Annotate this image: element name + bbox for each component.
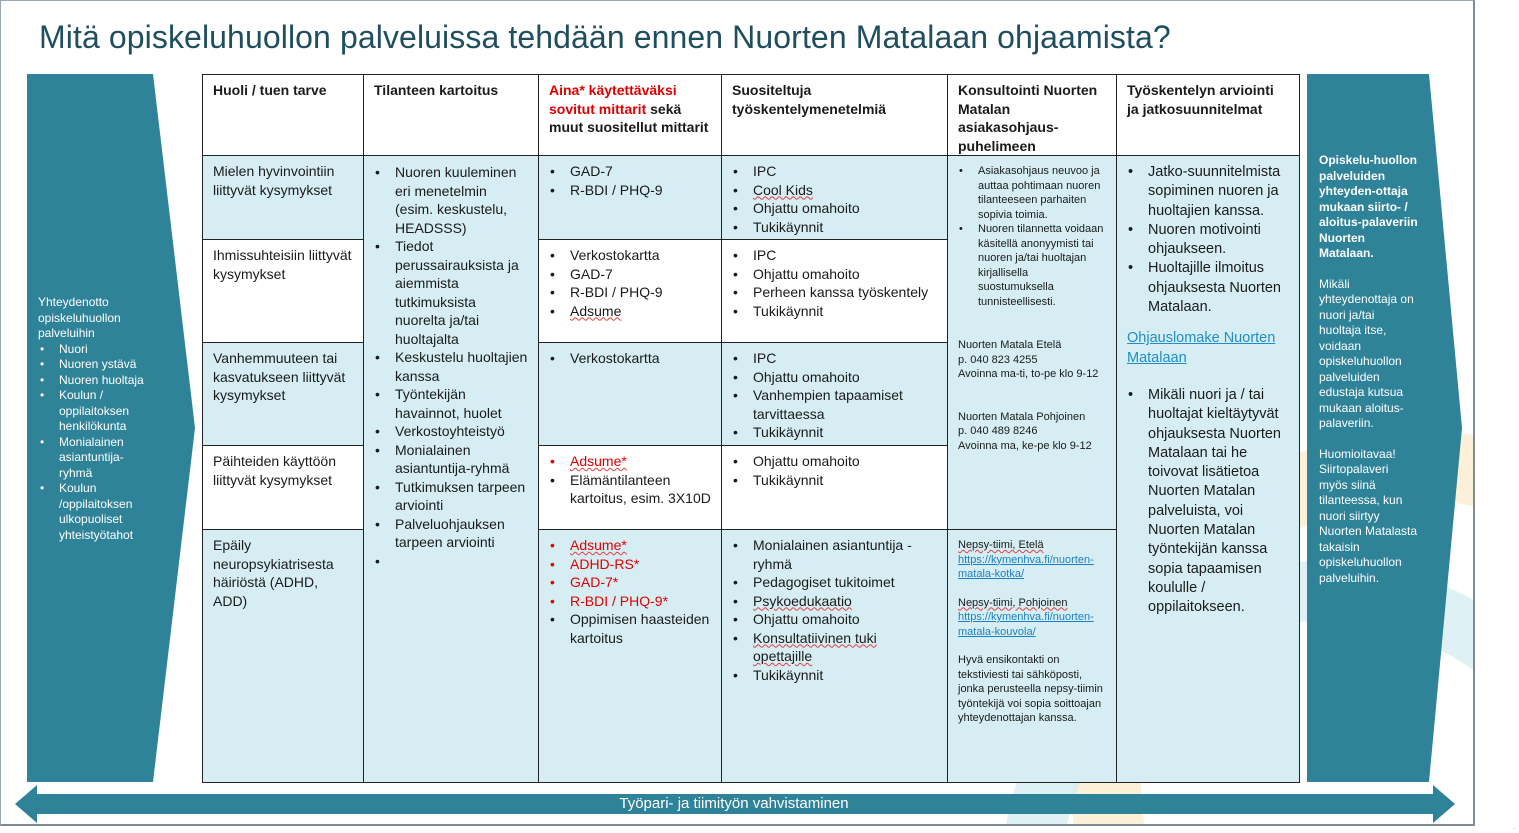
list-item: • Tukikäynnit (732, 423, 937, 442)
header-evaluation: Työskentelyn arviointi ja jatkosuunnitelmat (1116, 74, 1300, 156)
process-table (202, 74, 1300, 783)
list-item: • Koulun /oppilaitoksen ulkopuoliset yhteistyötahot (38, 481, 156, 543)
bottom-banner-text: Työpari- ja tiimityön vahvistaminen (619, 795, 849, 812)
contact-phone: p. 040 823 4255 (958, 353, 1038, 366)
list-item: • IPC (732, 349, 937, 368)
nepsy-north-link[interactable]: https://kymenhva.fi/nuorten-matala-kouvola/ (958, 611, 1094, 638)
header-measures-red: Aina* käytettäväksi sovitut mittarit (549, 82, 677, 117)
list-item: • Monialainen asiantuntija-ryhmä (374, 441, 528, 478)
concern-wellbeing: Mielen hyvinvointiin liittyvät kysymykset (202, 155, 364, 240)
right-arrow-para-3: Huomioitavaa! Siirtopalaveri myös siinä tilanteessa, kun nuori siirtyy Nuorten Matalasta takaisin opiskeluhuollon palveluihin. (1319, 446, 1418, 585)
list-item: • Ohjattu omahoito (732, 368, 937, 387)
header-measures (538, 74, 722, 156)
list-item (549, 536, 711, 555)
list-item: • Ohjattu omahoito (732, 452, 937, 471)
list-item: • GAD-7 (549, 162, 711, 181)
list-item (732, 592, 937, 611)
consultative-support-text: Konsultatiivinen tuki opettajille (753, 629, 877, 664)
list-item (732, 181, 937, 200)
methods-substances (721, 445, 948, 530)
methods-wellbeing (721, 155, 948, 240)
methods-neuropsychiatric (721, 529, 948, 783)
header-consultation: Konsultointi Nuorten Matalan asiakasohjaus-puhelimeen (947, 74, 1117, 156)
concern-parenting: Vanhemmuuteen tai kasvatukseen liittyvät kysymykset (202, 342, 364, 446)
measures-neuropsychiatric (538, 529, 722, 783)
methods-relationships (721, 239, 948, 343)
list-item: • IPC (732, 162, 937, 181)
nepsy-note: Hyvä ensikontakti on tekstiviesti tai sähköposti, jonka perusteella nepsy-tiimin työntekijä voi sopia soittoajan yhteydenottajan kanssa. (958, 654, 1103, 724)
list-item: • Koulun / oppilaitoksen henkilökunta (38, 388, 156, 435)
list-item: • Oppimisen haasteiden kartoitus (549, 610, 711, 647)
evaluation-list-1 (1127, 163, 1289, 317)
list-item: • Vanhempien tapaamiset tarvittaessa (732, 386, 937, 423)
list-item: • Nuoren ystävä (38, 357, 156, 373)
contact-south (958, 338, 1106, 382)
list-item: • R-BDI / PHQ-9* (549, 592, 711, 611)
concern-neuropsychiatric: Epäily neuropsykiatrisesta häiriöstä (ADHD, ADD) (202, 529, 364, 783)
contact-phone: p. 040 489 8246 (958, 425, 1038, 437)
mapping-list (374, 163, 528, 552)
list-item: • Monialainen asiantuntija-ryhmä (38, 435, 156, 482)
evaluation-cell (1116, 155, 1300, 783)
measures-relationships (538, 239, 722, 343)
methods-parenting (721, 342, 948, 446)
list-item: • Nuoren tilannetta voidaan käsitellä anonyymisti tai nuoren ja/tai huoltajan kirjallisella suostumuksella tunnisteellisesti. (958, 222, 1106, 309)
left-arrow-heading: Yhteydenotto opiskeluhuollon palveluihin (38, 295, 121, 340)
measures-substances (538, 445, 722, 530)
evaluation-list-2 (1127, 386, 1289, 618)
list-item: • Perheen kanssa työskentely (732, 283, 937, 302)
list-item: • Keskustelu huoltajien kanssa (374, 348, 528, 385)
contact-north (958, 410, 1106, 454)
right-arrow-text (1319, 153, 1419, 601)
list-item: • Ohjattu omahoito (732, 265, 937, 284)
list-item: • R-BDI / PHQ-9 (549, 181, 711, 200)
list-item: • Nuoren huoltaja (38, 373, 156, 389)
psykoedukaatio-text: Psykoedukaatio (753, 592, 852, 609)
list-item: • Monialainen asiantuntija -ryhmä (732, 536, 937, 573)
adsume-required-text: Adsume* (570, 453, 627, 469)
list-item: • IPC (732, 246, 937, 265)
list-item: • Tiedot perussairauksista ja aiemmista tutkimuksista nuorelta ja/tai huoltajalta (374, 237, 528, 348)
list-item: • Työntekijän havainnot, huolet (374, 385, 528, 422)
concern-relationships: Ihmissuhteisiin liittyvät kysymykset (202, 239, 364, 343)
header-mapping: Tilanteen kartoitus (363, 74, 539, 156)
concern-substances: Päihteiden käyttöön liittyvät kysymykset (202, 445, 364, 530)
adsume-required-text: Adsume* (570, 537, 627, 553)
list-item: • Verkostokartta (549, 246, 711, 265)
contact-hours: Avoinna ma-ti, to-pe klo 9-12 (958, 368, 1099, 380)
consultation-list (958, 164, 1106, 309)
list-item: • Ohjattu omahoito (732, 199, 937, 218)
list-item (549, 452, 711, 471)
right-arrow-para-1: Opiskelu-huollon palveluiden yhteyden-ottaja mukaan siirto- / aloitus-palaveriin Nuorten Matalaan. (1319, 153, 1418, 260)
measures-wellbeing (538, 155, 722, 240)
page-title: Mitä opiskeluhuollon palveluissa tehdään ennen Nuorten Matalaan ohjaamista? (39, 19, 1171, 55)
list-item (549, 302, 711, 321)
nepsy-south-link[interactable]: https://kymenhva.fi/nuorten-matala-kotka/ (958, 553, 1094, 580)
right-arrow-para-2: Mikäli yhteydenottaja on nuori ja/tai huoltaja itse, voidaan opiskeluhuollon palveluiden edustaja kutsua mukaan aloitus-palaveriin. (1319, 276, 1414, 430)
list-item: • Mikäli nuori ja / tai huoltajat kieltäytyvät ohjauksesta Nuorten Matalaan tai he toivovat lisätietoa Nuorten Matalan palveluista, voi Nuorten Matalan työntekijän kanssa sopia tapaamisen koululle / oppilaitokseen. (1127, 386, 1289, 618)
header-methods: Suositeltuja työskentelymenetelmiä (721, 74, 948, 156)
list-item: • Elämäntilanteen kartoitus, esim. 3X10D (549, 471, 711, 508)
list-item: • Nuori (38, 342, 156, 358)
header-concern: Huoli / tuen tarve (202, 74, 364, 156)
cool-kids-text: Cool Kids (753, 181, 813, 198)
list-item: • ADHD-RS* (549, 555, 711, 574)
contact-hours: Avoinna ma, ke-pe klo 9-12 (958, 439, 1092, 452)
list-item: • Verkostoyhteistyö (374, 422, 528, 441)
list-item: • Ohjattu omahoito (732, 610, 937, 629)
left-arrow-list (38, 342, 156, 544)
list-item: • Verkostokartta (549, 349, 711, 368)
list-item: • Nuoren motivointi ohjaukseen. (1127, 221, 1289, 260)
list-item: • Tukikäynnit (732, 666, 937, 685)
list-item: • Tukikäynnit (732, 302, 937, 321)
measures-parenting (538, 342, 722, 446)
list-item: • Nuoren kuuleminen eri menetelmin (esim. keskustelu, HEADSSS) (374, 163, 528, 237)
header-measures-rest: sekä muut suositellut mittarit (549, 100, 709, 135)
nepsy-cell (947, 529, 1117, 783)
list-item: • R-BDI / PHQ-9 (549, 283, 711, 302)
list-item: • Asiakasohjaus neuvoo ja auttaa pohtimaan nuoren tilanteeseen parhaiten sopivia toimia. (958, 164, 1106, 222)
adsume-text: Adsume (570, 302, 622, 319)
list-item: • Huoltajille ilmoitus ohjauksesta Nuorten Matalaan. (1127, 259, 1289, 317)
contact-name: Nuorten Matala Etelä (958, 339, 1062, 351)
list-item: • GAD-7* (549, 573, 711, 592)
list-item: • Jatko-suunnitelmista sopiminen nuoren ja huoltajien kanssa. (1127, 163, 1289, 221)
list-item: • Tukikäynnit (732, 471, 937, 490)
list-item (732, 629, 937, 666)
list-item: • Tukikäynnit (732, 218, 937, 237)
nepsy-north-label: Nepsy-tiimi, Pohjoinen (958, 596, 1068, 609)
nepsy-south-label: Nepsy-tiimi, Etelä (958, 539, 1044, 551)
contact-name: Nuorten Matala Pohjoinen (958, 410, 1086, 423)
list-item: • GAD-7 (549, 265, 711, 284)
corner-mark: . (1513, 825, 1515, 831)
left-arrow-text (38, 295, 156, 543)
list-item: • Tutkimuksen tarpeen arviointi (374, 478, 528, 515)
consultation-cell (947, 155, 1117, 530)
list-item: • Palveluohjauksen tarpeen arviointi (374, 515, 528, 552)
list-item: • Pedagogiset tukitoimet (732, 573, 937, 592)
referral-form-link[interactable]: Ohjauslomake Nuorten Matalaan (1127, 330, 1276, 366)
mapping-cell (363, 155, 539, 783)
